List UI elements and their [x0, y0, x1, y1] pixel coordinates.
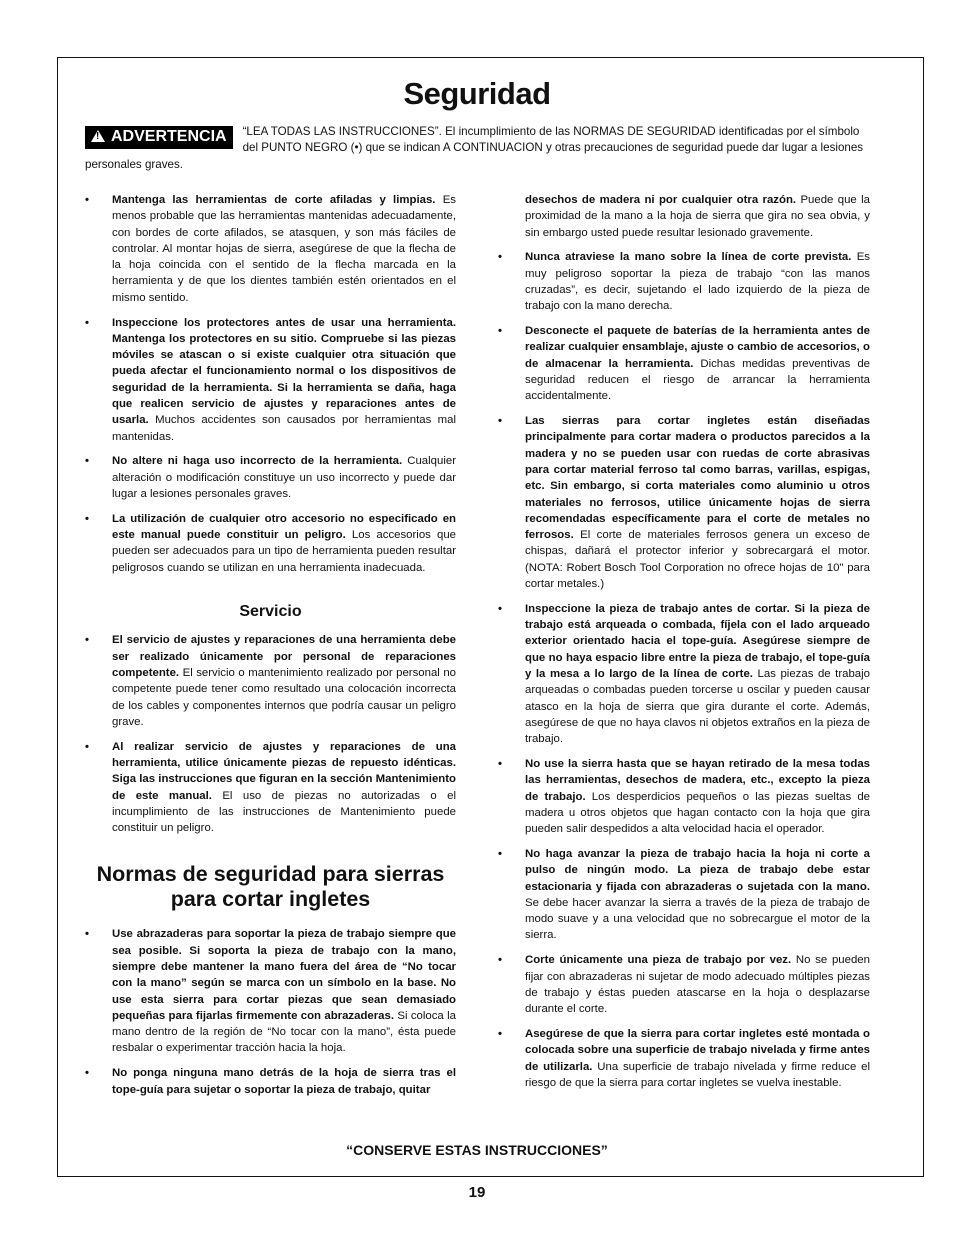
item-body: Dichas medidas preventivas de seguridad reducen el riesgo de arrancar la herramienta accidentalmente. [525, 357, 870, 403]
item-body: El corte de materiales ferrosos genera un exceso de chispas, dañará el protector inferior y sobrecargará el motor. (NOTA: Robert Bosch Tool Corporation no ofrece hojas de 10" para cortar metales.) [525, 529, 870, 591]
item-body: No se pueden fijar con abrazaderas ni sujetar de modo adecuado múltiples piezas de trabajo y éstas pueden atascarse en la hoja o desplazarse durante el corte. [525, 954, 870, 1016]
item-body: Las piezas de trabajo arqueadas o combadas pueden torcerse u oscilar y pueden causar atasco en la hoja de sierra que gira durante el corte. Además, asegúrese de que no haya clavos ni objetos extraños en la pieza de trabajo. [525, 668, 871, 746]
warning-triangle-icon: ! [91, 130, 105, 142]
item-lead: No altere ni haga uso incorrecto de la herramienta. [112, 455, 403, 468]
list-item [85, 739, 456, 837]
list-item [85, 632, 456, 730]
list-item [498, 756, 870, 837]
page-title: Seguridad [403, 76, 551, 111]
list-item [85, 315, 456, 445]
item-lead: Nunca atraviese la mano sobre la línea de corte prevista. [525, 251, 852, 264]
list-item [85, 1065, 456, 1098]
list-item [498, 1026, 870, 1091]
item-lead: Desconecte el paquete de baterías de la herramienta antes de realizar cualquier ensamblaje, ajuste o cambio de accesorios, o de almacenar la herramienta. [525, 325, 870, 370]
item-body: Es menos probable que las herramientas mantenidas adecuadamente, con bordes de corte afilados, se atasquen, y son más fáciles de controlar. Al montar hojas de sierra, asegúrese de que la flecha de la hoja coincida con el sentido de la flecha marcada en la herramienta y de que los dientes también estén orientados en el mismo sentido. [112, 194, 456, 304]
list-item [498, 413, 870, 592]
item-lead: Use abrazaderas para soportar la pieza de trabajo siempre que sea posible. Si soporta la pieza de trabajo con la mano, siempre debe mantener la mano fuera del área de “No tocar con la mano” según se marca con un símbolo en la base. No use esta sierra para cortar piezas que sean demasiado pequeñas para fijarlas firmemente con abrazaderas. [112, 928, 456, 1022]
item-body: El uso de piezas no autorizadas o el incumplimiento de las instrucciones de Mantenimiento puede constituir un peligro. [112, 789, 456, 835]
list-item [85, 926, 456, 1056]
warning-badge [85, 126, 233, 149]
item-lead: Inspeccione los protectores antes de usar una herramienta. Mantenga los protectores en su sitio. Compruebe si las piezas móviles se atascan o si existe cualquier otra situación que pueda afectar el funcionamiento normal o los dispositivos de seguridad de la herramienta. Si la herramienta se daña, haga que realicen servicio de ajustes y reparaciones antes de usarla. [112, 316, 456, 427]
item-lead: Corte únicamente una pieza de trabajo por vez. [525, 954, 792, 967]
item-lead: No ponga ninguna mano detrás de la hoja de sierra tras el tope-guía para sujetar o soportar la pieza de trabajo, quitar [112, 1067, 456, 1096]
item-body: Una superficie de trabajo nivelada y firme reduce el riesgo de que la sierra para cortar ingletes se vuelva inestable. [525, 1060, 870, 1089]
item-lead: El servicio de ajustes y reparaciones de una herramienta debe ser realizado únicamente por personal de reparaciones competente. [112, 634, 456, 679]
page-number: 19 [468, 1184, 486, 1201]
warning-block [85, 124, 868, 173]
list-item [498, 601, 870, 748]
item-lead: No use la sierra hasta que se hayan retirado de la mesa todas las herramientas, desechos de madera, etc., excepto la pieza de trabajo. [525, 758, 870, 803]
item-lead: La utilización de cualquier otro accesorio no especificado en este manual puede constituir un peligro. [112, 512, 456, 542]
item-body: Los accesorios que pueden ser adecuados para un tipo de herramienta pueden resultar peligrosos cuando se utilizan en una herramienta inadecuada. [112, 529, 456, 574]
item-body: Si coloca la mano dentro de la región de “No tocar con la mano”, ésta puede resbalar o experimentar tracción hacia la hoja. [112, 1009, 456, 1055]
conserve-instructions-note: “CONSERVE ESTAS INSTRUCCIONES” [346, 1142, 608, 1158]
item-lead: Asegúrese de que la sierra para cortar ingletes esté montada o colocada sobre una superficie de trabajo nivelada y firme antes de utilizarla. [525, 1027, 870, 1073]
list-item [498, 846, 870, 944]
warning-badge-label: ADVERTENCIA [111, 128, 227, 145]
servicio-list [85, 632, 456, 836]
item-body: Los desperdicios pequeños o las piezas sueltas de madera u otros objetos que hagan contacto con la hoja que gira pueden salir despedidos a alta velocidad hacia el operador. [525, 790, 870, 836]
left-column [85, 192, 456, 1106]
list-item [85, 192, 456, 306]
item-body: Se debe hacer avanzar la sierra a través de la pieza de trabajo de modo suave y a una velocidad que no sobrecargue el motor de la sierra. [525, 896, 870, 942]
servicio-heading: Servicio [239, 603, 302, 621]
item-lead: Mantenga las herramientas de corte afiladas y limpias. [112, 194, 436, 206]
normas-heading-line2: para cortar ingletes [170, 887, 371, 912]
normas-heading [85, 862, 456, 912]
item-body: Cualquier alteración o modificación constituye un uso incorrecto y puede dar lugar a lesiones personales graves. [112, 455, 456, 501]
item-body: Muchos accidentes son causados por herramientas mal mantenidas. [112, 414, 456, 443]
normas-heading-line1: Normas de seguridad para sierras [96, 862, 445, 887]
list-item [498, 249, 870, 314]
normas-list-continued [498, 192, 870, 1091]
warning-text: “LEA TODAS LAS INSTRUCCIONES”. El incumplimiento de las NORMAS DE SEGURIDAD identificadas por el símbolo del PUNTO NEGRO (•) que se indican A CONTINUACION y otras precauciones de seguridad puede dar lugar a lesiones personales graves. [85, 125, 864, 171]
list-item-continuation [498, 192, 870, 241]
item-lead: Inspeccione la pieza de trabajo antes de cortar. Si la pieza de trabajo está arqueada o combada, fíjela con el lado arqueado exterior orientado hacia el tope-guía. Asegúrese siempre de que no haya espacio libre entre la pieza de trabajo, el tope-guía y la mesa a lo largo de la línea de corte. [525, 602, 870, 681]
normas-list [85, 926, 456, 1097]
item-body: Es muy peligroso soportar la pieza de trabajo “con las manos cruzadas”, es decir, sujetando el lado izquierdo de la pieza de trabajo con la mano derecha. [525, 251, 870, 313]
item-lead: Al realizar servicio de ajustes y reparaciones de una herramienta, utilice únicamente piezas de repuesto idénticas. Siga las instrucciones que figuran en la sección Mantenimiento de este manual. [112, 740, 456, 802]
item-body: Puede que la proximidad de la mano a la hoja de sierra que gira no sea obvia, y sin embargo usted puede resultar lesionado gravemente. [525, 194, 870, 239]
list-item [85, 511, 456, 576]
item-lead: Las sierras para cortar ingletes están diseñadas principalmente para cortar madera o productos parecidos a la madera y no se pueden usar con ruedas de corte abrasivas para cortar material ferroso tal como barras, varillas, espigas, etc. Sin embargo, si corta materiales como aluminio u otros materiales no ferrosos, utilice únicamente hojas de sierra recomendadas específicamente para el corte de metales no ferrosos. [525, 415, 870, 542]
general-safety-list [85, 192, 456, 576]
list-item [498, 323, 870, 404]
list-item [85, 453, 456, 502]
list-item [498, 952, 870, 1017]
item-body: El servicio o mantenimiento realizado por personal no competente puede tener como resultado una colocación incorrecta de los cables y componentes internos que podría causar un peligro grave. [112, 666, 456, 728]
item-lead: desechos de madera ni por cualquier otra razón. [525, 194, 797, 206]
right-column [498, 192, 870, 1100]
item-lead: No haga avanzar la pieza de trabajo hacia la hoja ni corte a pulso de ningún modo. La pieza de trabajo debe estar estacionaria y fijada con abrazaderas o sujetada con la mano. [525, 847, 870, 893]
